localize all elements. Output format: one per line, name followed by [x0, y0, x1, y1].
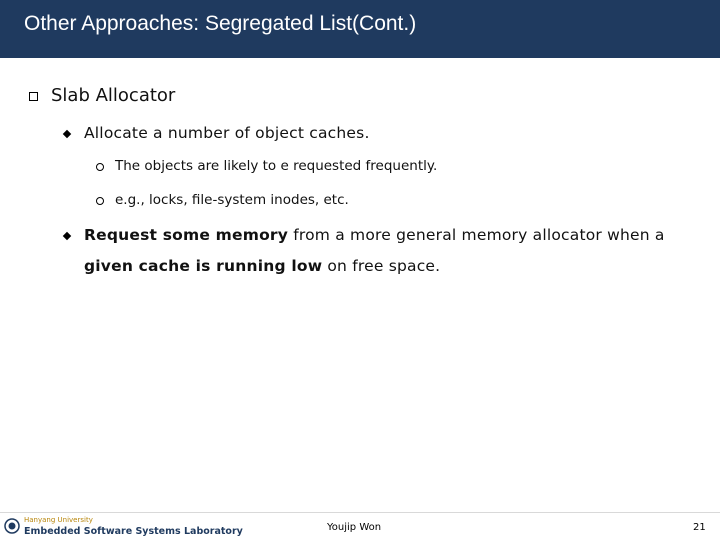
footer-divider	[0, 512, 720, 513]
body-text: from a more general memory allocator when a	[288, 226, 665, 244]
university-name: Hanyang University	[24, 516, 93, 524]
body-text: on free space.	[322, 257, 441, 275]
page-number: 21	[693, 522, 706, 533]
sub-bullet-examples: e.g., locks, file-system inodes, etc.	[115, 192, 349, 208]
bullet-request-memory-line1	[84, 226, 665, 244]
lab-name: Embedded Software Systems Laboratory	[24, 526, 243, 537]
diamond-bullet-icon	[63, 232, 71, 240]
bullet-slab-allocator: Slab Allocator	[51, 85, 176, 106]
sub-bullet-objects: The objects are likely to e requested frequently.	[115, 158, 438, 174]
circle-bullet-icon	[96, 163, 104, 171]
slide-title: Other Approaches: Segregated List(Cont.)	[24, 12, 417, 35]
circle-bullet-icon	[96, 197, 104, 205]
bullet-allocate-caches: Allocate a number of object caches.	[84, 124, 370, 142]
emphasis-text: given cache is running low	[84, 257, 323, 275]
emphasis-text: Request some memory	[84, 226, 289, 244]
university-seal-icon	[4, 517, 20, 535]
square-bullet-icon	[29, 92, 38, 101]
bullet-request-memory-line2	[84, 257, 440, 275]
author-name: Youjip Won	[327, 522, 382, 533]
diamond-bullet-icon	[63, 130, 71, 138]
